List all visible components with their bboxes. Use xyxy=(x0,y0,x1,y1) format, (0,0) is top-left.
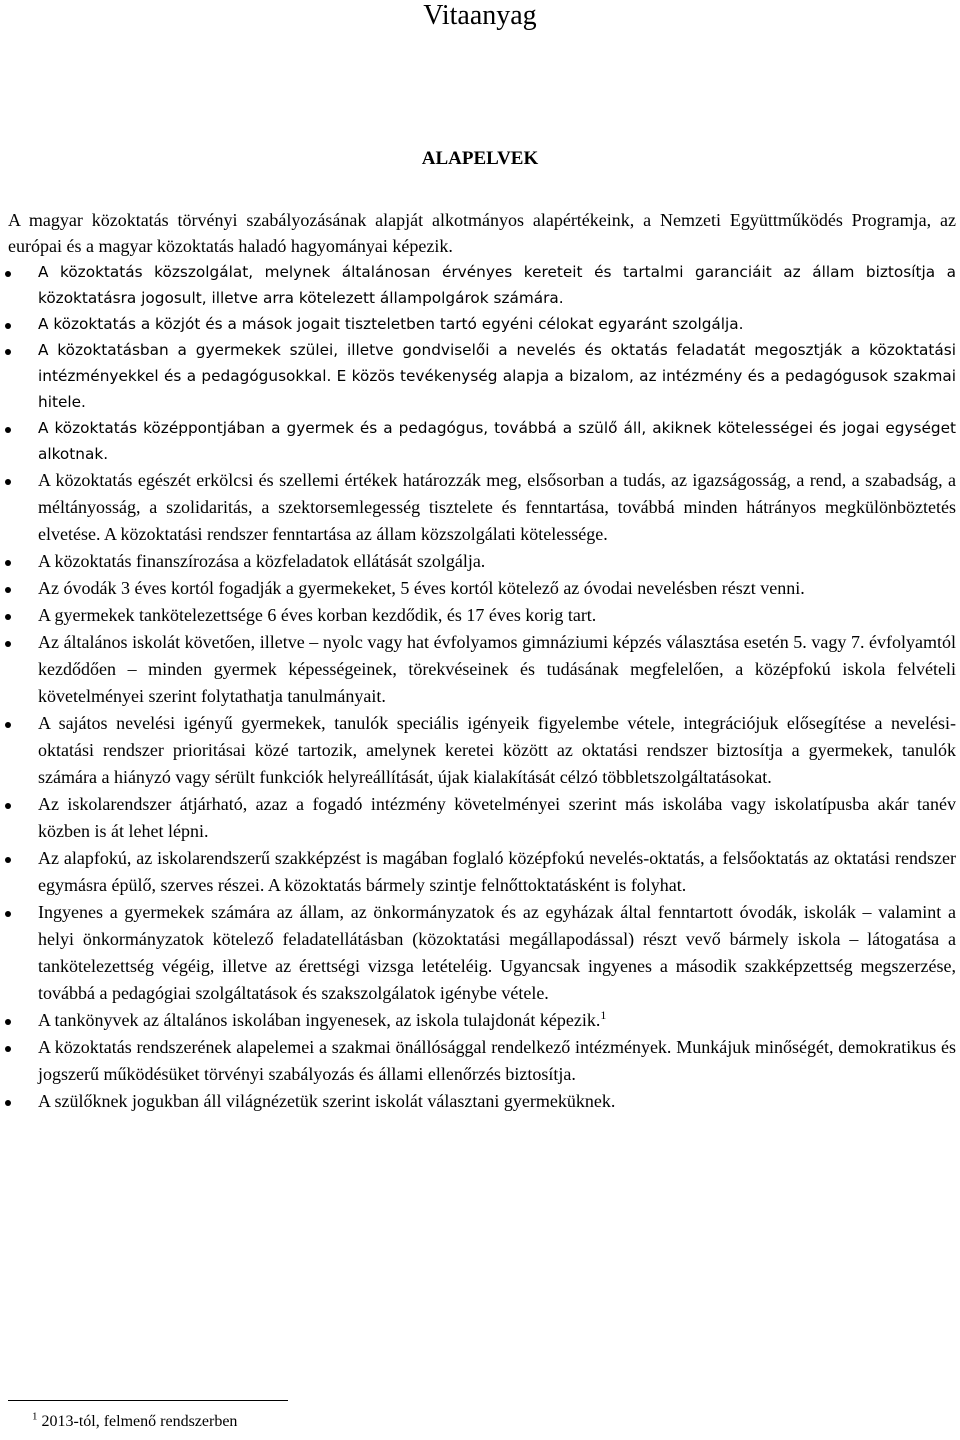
list-item xyxy=(38,602,956,629)
list-item xyxy=(38,710,956,791)
bullet-icon xyxy=(5,479,11,485)
bullet-icon xyxy=(5,323,11,329)
footnote xyxy=(32,1412,237,1432)
list-item-text: A közoktatás egészét erkölcsi és szellemi értékek határozzák meg, elsősorban a tudás, az igazságosság, a rend, a szabadság, a méltányosság, a szolidaritás, a szektorsemlegesség tisztelete és fenntartása, továbbá minden hátrányos megkülönböztetés elvetése. A közoktatási rendszer fenntartása az állam közszolgálati kötelessége. xyxy=(38,470,956,544)
list-item-text: A közoktatásban a gyermekek szülei, illetve gondviselői a nevelés és oktatás feladatát megosztják a közoktatási intézményekkel és a pedagógusokkal. E közös tevékenység alapja a bizalom, az intézmény és a pedagógusok szakmai hitele. xyxy=(38,341,956,411)
list-item xyxy=(38,629,956,710)
bullet-icon xyxy=(5,1046,11,1052)
list-item xyxy=(38,1088,956,1115)
footnote-number: 1 xyxy=(32,1410,38,1423)
list-item-text: Az alapfokú, az iskolarendszerű szakképzést is magában foglaló középfokú nevelés-oktatás, a felsőoktatás az oktatási rendszer egymásra épülő, szerves részei. A közoktatás bármely szintje felnőttoktatásként is folyhat. xyxy=(38,848,956,895)
bullet-icon xyxy=(5,349,11,355)
bullet-icon xyxy=(5,803,11,809)
list-item-text: A közoktatás a közjót és a mások jogait tiszteletben tartó egyéni célokat egyaránt szolgálja. xyxy=(38,315,744,333)
footnote-text: 2013-tól, felmenő rendszerben xyxy=(41,1413,238,1430)
list-item-text: A közoktatás középpontjában a gyermek és a pedagógus, továbbá a szülő áll, akiknek kötelességei és jogai egységet alkotnak. xyxy=(38,419,956,463)
bullet-icon xyxy=(5,1100,11,1106)
list-item-text: A közoktatás közszolgálat, melynek általánosan érvényes kereteit és tartalmi garanciáit az állam biztosítja a közoktatásra jogosult, illetve arra kötelezett állampolgárok számára. xyxy=(38,263,956,307)
bullet-icon xyxy=(5,614,11,620)
list-item xyxy=(38,1034,956,1088)
list-item xyxy=(38,311,956,337)
list-item-text: Az általános iskolát követően, illetve – nyolc vagy hat évfolyamos gimnáziumi képzés választása esetén 5. vagy 7. évfolyamtól kezdődően – minden gyermek képességeinek, törekvéseinek és tudásának megfelelően, a középfokú iskola felvételi követelményei szerint folytathatja tanulmányait. xyxy=(38,632,956,706)
bullet-icon xyxy=(5,911,11,917)
list-item xyxy=(38,899,956,1007)
list-item-text: A tankönyvek az általános iskolában ingyenesek, az iskola tulajdonát képezik. xyxy=(38,1010,601,1030)
bullet-icon xyxy=(5,271,11,277)
page-title: Vitaanyag xyxy=(423,0,537,31)
list-item xyxy=(38,259,956,311)
footnote-ref: 1 xyxy=(600,1008,607,1022)
bullet-icon xyxy=(5,560,11,566)
list-item xyxy=(38,845,956,899)
list-item-text: Ingyenes a gyermekek számára az állam, az önkormányzatok és az egyházak által fenntartott óvodák, iskolák – valamint a helyi önkormányzatok kötelező feladatellátásban (közoktatási megállapodással) részt vevő bármely iskola – látogatása a tankötelezettség végéig, illetve az érettségi vizsga letételéig. Ugyancsak ingyenes a második szakképzettség megszerzése, továbbá a pedagógiai szolgáltatások és szakszolgálatok igénybe vétele. xyxy=(38,902,956,1003)
list-item xyxy=(38,467,956,548)
bullet-icon xyxy=(5,587,11,593)
list-item xyxy=(38,1007,956,1034)
list-item xyxy=(38,791,956,845)
list-item-text: Az óvodák 3 éves kortól fogadják a gyermekeket, 5 éves kortól kötelező az óvodai nevelésben részt venni. xyxy=(38,578,805,598)
list-item-text: A sajátos nevelési igényű gyermekek, tanulók speciális igényeik figyelembe vétele, integrációjuk elősegítése a nevelési-oktatási rendszer prioritásai közé tartozik, amelynek keretei között az oktatási rendszer biztosítja a gyermekek, tanulók számára a hiányzó vagy sérült funkciók helyreállítását, újak kialakítását célzó többletszolgáltatásokat. xyxy=(38,713,956,787)
list-item-text: Az iskolarendszer átjárható, azaz a fogadó intézmény követelményei szerint más iskolába vagy iskolatípusba akár tanév közben is át lehet lépni. xyxy=(38,794,956,841)
intro-paragraph: A magyar közoktatás törvényi szabályozásának alapját alkotmányos alapértékeink, a Nemzeti Együttműködés Programja, az európai és a magyar közoktatás haladó hagyományai képezik. xyxy=(8,210,956,256)
list-item-text: A közoktatás finanszírozása a közfeladatok ellátását szolgálja. xyxy=(38,551,486,571)
bullet-icon xyxy=(5,857,11,863)
bullet-icon xyxy=(5,1019,11,1025)
list-item xyxy=(38,415,956,467)
bullet-icon xyxy=(5,427,11,433)
list-item xyxy=(38,337,956,415)
list-item xyxy=(38,548,956,575)
list-item-text: A közoktatás rendszerének alapelemei a szakmai önállósággal rendelkező intézmények. Munkájuk minőségét, demokratikus és jogszerű működésüket törvényi szabályozás és állami ellenőrzés biztosítja. xyxy=(38,1037,956,1084)
bullet-icon xyxy=(5,641,11,647)
section-heading: ALAPELVEK xyxy=(421,148,539,169)
footnote-divider xyxy=(8,1400,288,1401)
bullet-icon xyxy=(5,722,11,728)
list-item-text: A szülőknek jogukban áll világnézetük szerint iskolát választani gyermeküknek. xyxy=(38,1091,616,1111)
list-item-text: A gyermekek tankötelezettsége 6 éves korban kezdődik, és 17 éves korig tart. xyxy=(38,605,597,625)
list-item xyxy=(38,575,956,602)
principles-list xyxy=(0,259,960,1115)
